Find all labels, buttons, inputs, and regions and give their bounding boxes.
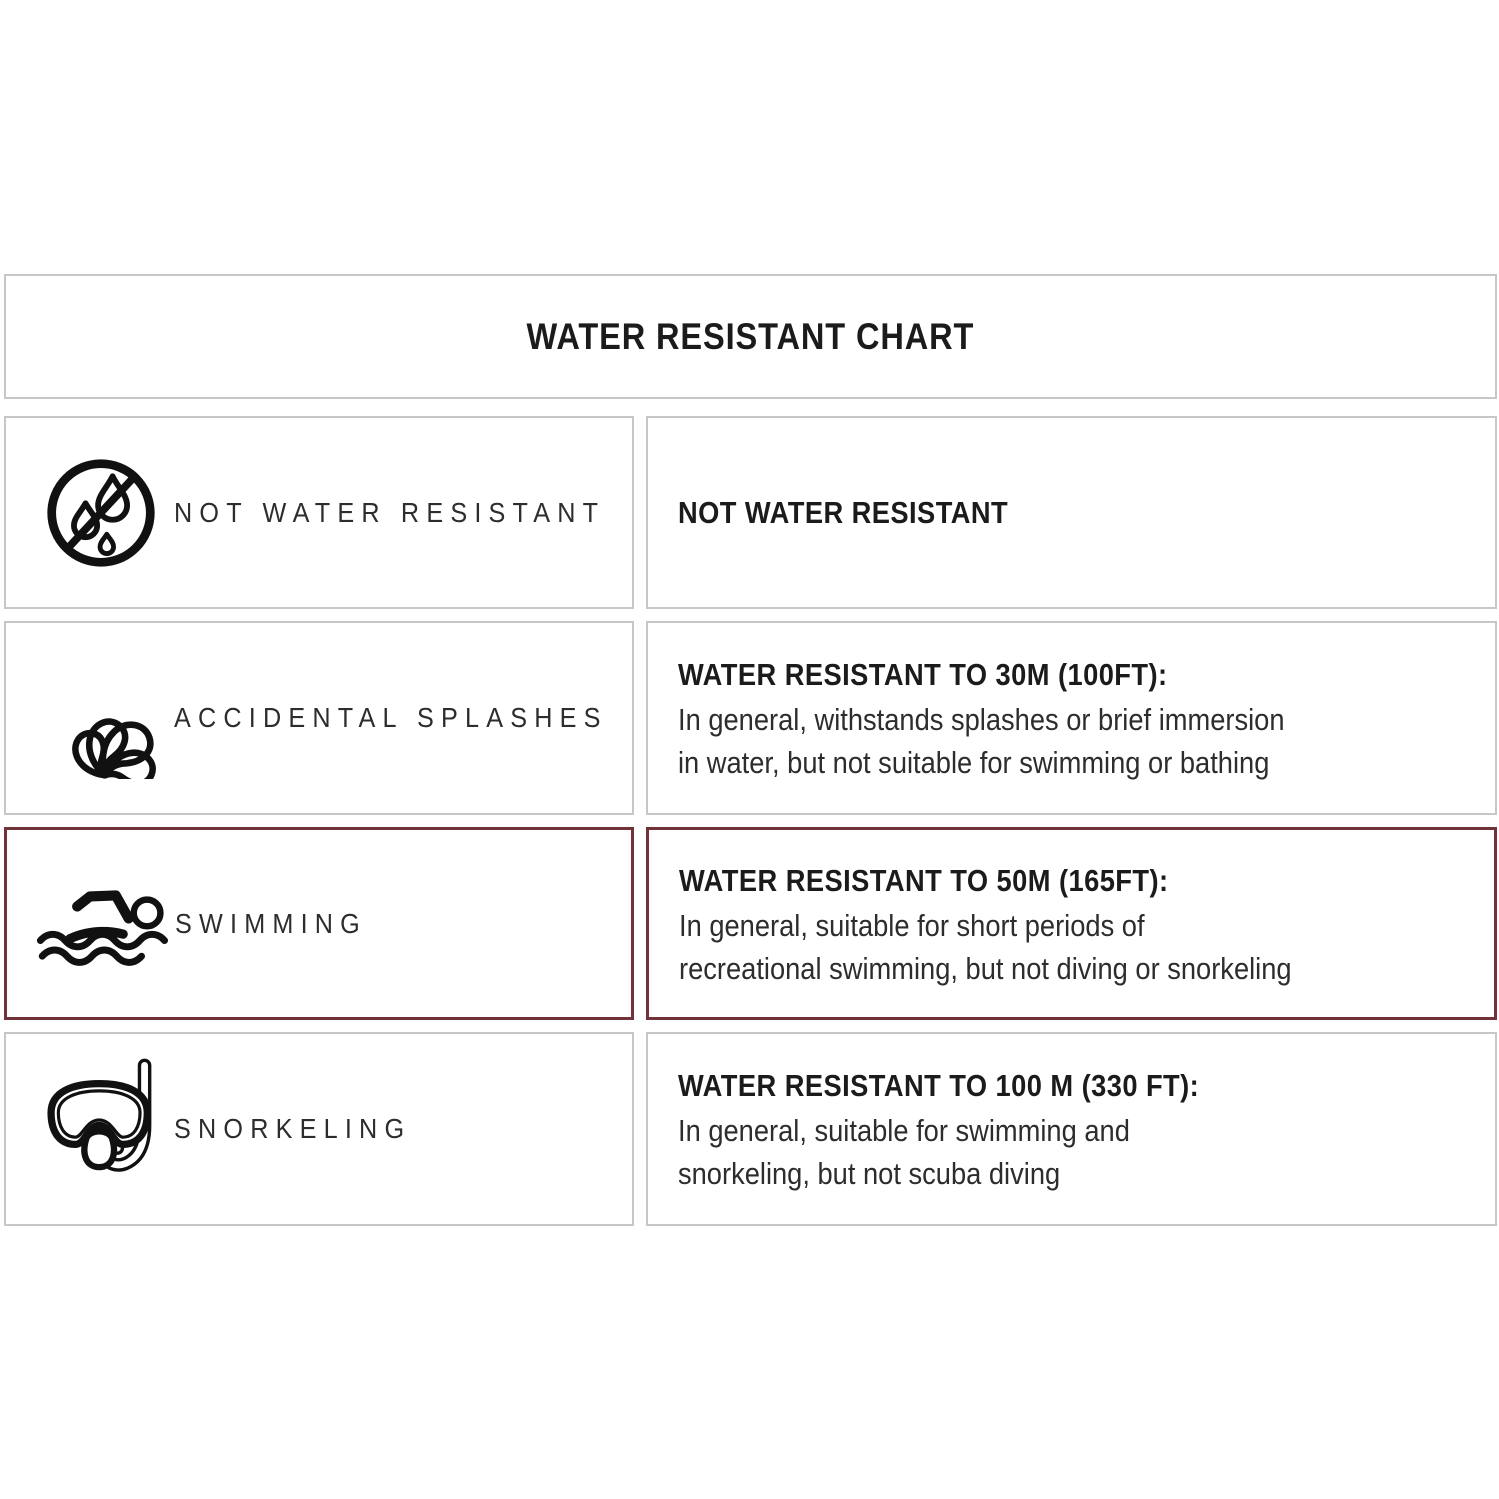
row-accidental-splashes bbox=[4, 621, 1497, 815]
snorkeling-icon bbox=[32, 1056, 170, 1202]
row-label: NOT WATER RESISTANT bbox=[174, 496, 606, 528]
description-line: In general, suitable for swimming and bbox=[678, 1113, 1130, 1148]
row-label: SNORKELING bbox=[174, 1113, 412, 1144]
description-heading: NOT WATER RESISTANT bbox=[678, 494, 1009, 530]
description-line: snorkeling, but not scuba diving bbox=[678, 1156, 1061, 1191]
accidental-splashes-icon bbox=[32, 657, 170, 779]
description-line: recreational swimming, but not diving or snorkeling bbox=[679, 950, 1292, 986]
page-title: WATER RESISTANT CHART bbox=[526, 315, 975, 357]
description-line: In general, withstands splashes or brief immersion bbox=[678, 702, 1285, 737]
description-cell bbox=[646, 621, 1497, 815]
row-label: SWIMMING bbox=[175, 907, 367, 939]
description-line: in water, but not suitable for swimming or bathing bbox=[678, 745, 1270, 780]
no-water-resistant-icon bbox=[32, 455, 170, 571]
icon-label-cell bbox=[4, 1032, 634, 1226]
row-not-water-resistant bbox=[4, 416, 1497, 609]
icon-label-cell bbox=[4, 621, 634, 815]
swimming-icon bbox=[33, 880, 171, 968]
icon-label-cell bbox=[4, 827, 634, 1020]
icon-label-cell bbox=[4, 416, 634, 609]
description-cell bbox=[646, 416, 1497, 609]
row-label: ACCIDENTAL SPLASHES bbox=[174, 702, 608, 733]
description-heading: WATER RESISTANT TO 100 M (330 FT): bbox=[678, 1068, 1200, 1103]
description-heading: WATER RESISTANT TO 30M (100FT): bbox=[678, 657, 1168, 692]
chart-header bbox=[4, 274, 1497, 399]
description-cell bbox=[646, 827, 1497, 1020]
description-cell bbox=[646, 1032, 1497, 1226]
description-heading: WATER RESISTANT TO 50M (165FT): bbox=[679, 862, 1169, 898]
row-swimming bbox=[4, 827, 1497, 1020]
description-line: In general, suitable for short periods of bbox=[679, 907, 1145, 943]
row-snorkeling bbox=[4, 1032, 1497, 1226]
